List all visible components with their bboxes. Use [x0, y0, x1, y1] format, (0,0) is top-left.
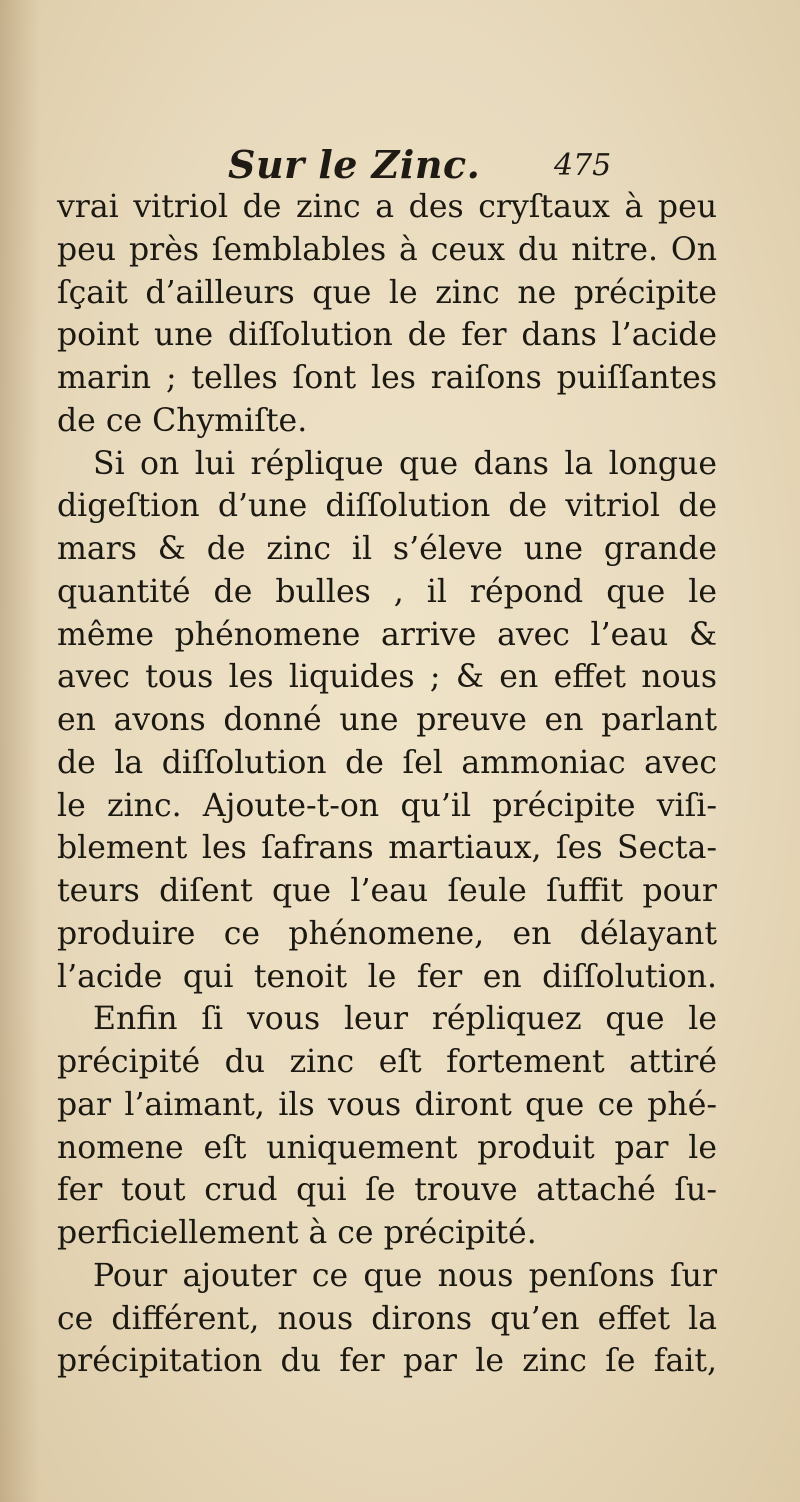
text-line: marin ; telles ſont les raiſons puiſſantes [57, 360, 717, 396]
paragraph-start-line: Pour ajouter ce que nous penſons ſur [93, 1257, 717, 1294]
text-line: de la diſſolution de ſel ammoniac avec [57, 744, 717, 781]
page-header [0, 142, 800, 192]
running-title: Sur le Zinc. [228, 142, 481, 187]
text-line: précipitation du fer par le zinc ſe fait, [57, 1343, 717, 1380]
paragraph-start-line: Enfin ſi vous leur répliquez que le [93, 1001, 717, 1038]
text-line: de ce Chymiſte. [57, 402, 308, 439]
text-line: ce différent, nous dirons qu’en effet la [57, 1300, 717, 1337]
text-line: peu près ſemblables à ceux du nitre. On [57, 231, 717, 268]
text-line: par l’aimant, ils vous diront que ce phé- [57, 1086, 717, 1123]
text-line: l’acide qui tenoit le fer en diſſolution. [57, 958, 717, 995]
text-line: précipité du zinc eſt fortement attiré [57, 1044, 717, 1080]
page-edge-shadow [0, 0, 40, 1502]
text-line: ſçait d’ailleurs que le zinc ne précipite [57, 274, 717, 311]
text-line: blement les ſafrans martiaux, ſes Secta- [57, 830, 717, 867]
text-line: digeſtion d’une diſſolution de vitriol de [57, 488, 717, 525]
text-line: même phénomene arrive avec l’eau & [57, 616, 717, 653]
paragraph-start-line: Si on lui réplique que dans la longue [93, 445, 717, 482]
text-line: en avons donné une preuve en parlant [57, 702, 717, 738]
text-line: fer tout crud qui ſe trouve attaché ſu- [57, 1172, 717, 1209]
body-text [57, 186, 717, 1383]
page-number: 475 [554, 148, 612, 183]
text-line: mars & de zinc il s’éleve une grande [57, 531, 717, 567]
text-line: quantité de bulles , il répond que le [57, 573, 717, 610]
text-line: vrai vitriol de zinc a des cryſtaux à peu [57, 189, 717, 225]
text-line: perficiellement à ce précipité. [57, 1215, 537, 1251]
text-line: point une diſſolution de fer dans l’acide [57, 317, 717, 354]
text-line: avec tous les liquides ; & en effet nous [57, 659, 717, 696]
text-line: le zinc. Ajoute-t-on qu’il précipite viſi- [57, 787, 717, 824]
text-line: produire ce phénomene, en délayant [57, 915, 717, 952]
text-line: teurs diſent que l’eau ſeule ſuffit pour [57, 873, 717, 909]
text-line: nomene eſt uniquement produit par le [57, 1129, 717, 1166]
